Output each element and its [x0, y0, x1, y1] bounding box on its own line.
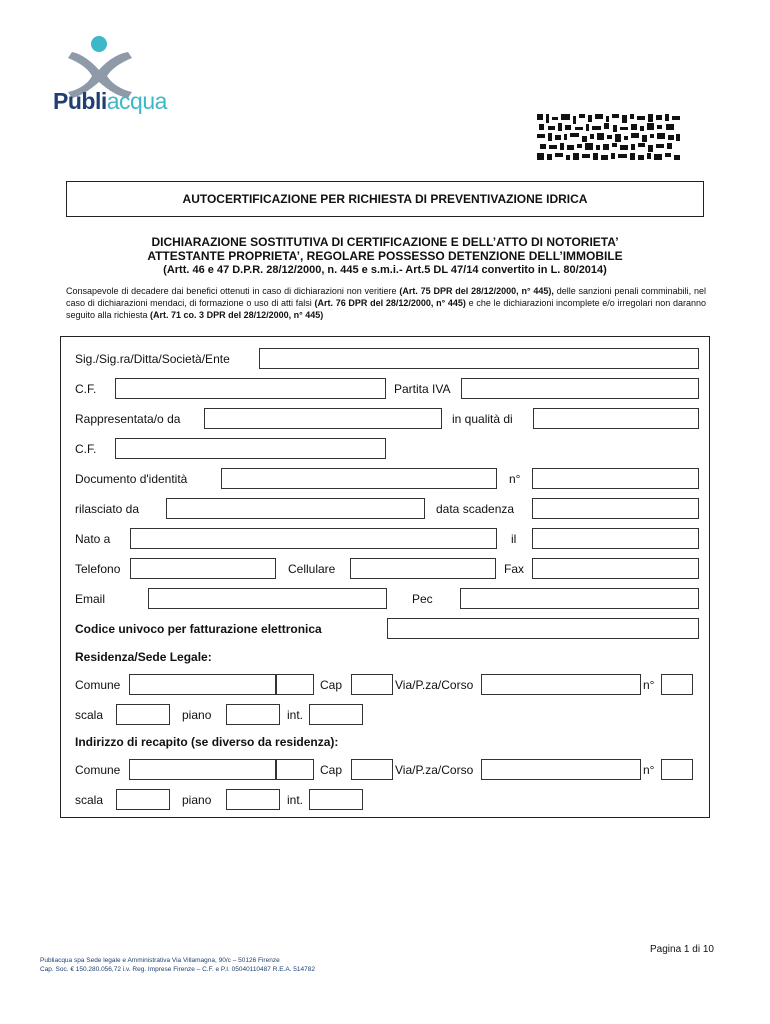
cap-recapito-field[interactable]: [351, 759, 393, 780]
label-scadenza: data scadenza: [436, 502, 515, 516]
provincia-recapito-field[interactable]: [276, 759, 314, 780]
declaration-line-1: DICHIARAZIONE SOSTITUTIVA DI CERTIFICAZIONE E DELL’ATTO DI NOTORIETA’: [151, 235, 619, 249]
document-title: AUTOCERTIFICAZIONE PER RICHIESTA DI PREVENTIVAZIONE IDRICA: [66, 181, 704, 217]
label-rilasciato: rilasciato da: [75, 502, 140, 516]
label-civico-recapito: n°: [643, 763, 655, 777]
label-partita-iva: Partita IVA: [394, 382, 451, 396]
numero-field[interactable]: [532, 468, 699, 489]
via-field[interactable]: [481, 674, 641, 695]
declaration-line-2: ATTESTANTE PROPRIETA’, REGOLARE POSSESSO DETENZIONE DELL’IMMOBILE: [147, 249, 623, 263]
label-via: Via/P.za/Corso: [395, 678, 474, 692]
provincia-field[interactable]: [276, 674, 314, 695]
label-cf: C.F.: [75, 382, 97, 396]
label-piano: piano: [182, 708, 212, 722]
qualita-field[interactable]: [533, 408, 699, 429]
label-scala: scala: [75, 708, 104, 722]
label-comune-recapito: Comune: [75, 763, 121, 777]
sig-field[interactable]: [259, 348, 699, 369]
civico-field[interactable]: [661, 674, 693, 695]
cap-field[interactable]: [351, 674, 393, 695]
scala-field[interactable]: [116, 704, 170, 725]
label-rappresentata: Rappresentata/o da: [75, 412, 181, 426]
page-number: Pagina 1 di 10: [650, 944, 714, 955]
declaration-line-3: (Artt. 46 e 47 D.P.R. 28/12/2000, n. 445 e s.m.i.- Art.5 DL 47/14 convertito in L. 80/2014): [163, 264, 607, 276]
rilasciato-field[interactable]: [166, 498, 425, 519]
cellulare-field[interactable]: [350, 558, 496, 579]
residenza-heading: Residenza/Sede Legale:: [75, 650, 212, 664]
footer-line-2: Cap. Soc. € 150.280.056,72 i.v. Reg. Imprese Firenze – C.F. e P.I. 05040110487 R.E.A. 514782: [40, 966, 315, 973]
cf-field[interactable]: [115, 378, 386, 399]
label-cellulare: Cellulare: [288, 562, 336, 576]
label-pec: Pec: [412, 592, 433, 606]
label-cap-recapito: Cap: [320, 763, 343, 777]
via-recapito-field[interactable]: [481, 759, 641, 780]
documento-field[interactable]: [221, 468, 497, 489]
label-via-recapito: Via/P.za/Corso: [395, 763, 474, 777]
rappresentata-field[interactable]: [204, 408, 442, 429]
label-documento: Documento d'identità: [75, 472, 188, 486]
label-piano-recapito: piano: [182, 793, 212, 807]
label-email: Email: [75, 592, 106, 606]
label-numero: n°: [509, 472, 521, 486]
label-comune: Comune: [75, 678, 121, 692]
codice-univoco-field[interactable]: [387, 618, 699, 639]
footer: [40, 956, 315, 974]
telefono-field[interactable]: [130, 558, 276, 579]
label-int: int.: [287, 708, 304, 722]
label-civico: n°: [643, 678, 655, 692]
label-telefono: Telefono: [75, 562, 121, 576]
civico-recapito-field[interactable]: [661, 759, 693, 780]
barcode-icon: [537, 114, 680, 160]
nato-field[interactable]: [130, 528, 497, 549]
fax-field[interactable]: [532, 558, 699, 579]
email-field[interactable]: [148, 588, 387, 609]
label-scala-recapito: scala: [75, 793, 104, 807]
label-codice-univoco: Codice univoco per fatturazione elettronica: [75, 622, 322, 636]
il-field[interactable]: [532, 528, 699, 549]
label-qualita: in qualità di: [452, 412, 513, 426]
cf-2-field[interactable]: [115, 438, 386, 459]
pec-field[interactable]: [460, 588, 699, 609]
label-cap: Cap: [320, 678, 343, 692]
label-cf-2: C.F.: [75, 442, 97, 456]
int-recapito-field[interactable]: [309, 789, 363, 810]
scala-recapito-field[interactable]: [116, 789, 170, 810]
scadenza-field[interactable]: [532, 498, 699, 519]
label-sig: Sig./Sig.ra/Ditta/Società/Ente: [75, 352, 230, 366]
intro-paragraph: Consapevole di decadere dai benefici ottenuti in caso di dichiarazioni non veritiere (Art. 75 DPR del 28/12/2000, n° 445), delle sanzioni penali comminabili, nel caso di dichiarazioni mendaci, di formazione o uso di atti falsi (Art. 76 DPR del 28/12/2000, n° 445) e che le dichiarazioni incomplete e/o irregolari non daranno seguito alla richiesta (Art. 71 co. 3 DPR del 28/12/2000, n° 445): [66, 286, 707, 320]
brand-name: Publiacqua: [53, 88, 167, 114]
label-il: il: [511, 532, 517, 546]
label-int-recapito: int.: [287, 793, 304, 807]
partita-iva-field[interactable]: [461, 378, 699, 399]
piano-field[interactable]: [226, 704, 280, 725]
comune-recapito-field[interactable]: [129, 759, 276, 780]
int-field[interactable]: [309, 704, 363, 725]
recapito-heading: Indirizzo di recapito (se diverso da residenza):: [75, 735, 339, 749]
piano-recapito-field[interactable]: [226, 789, 280, 810]
label-fax: Fax: [504, 562, 525, 576]
label-nato: Nato a: [75, 532, 111, 546]
comune-field[interactable]: [129, 674, 276, 695]
footer-line-1: Publiacqua spa Sede legale e Amministrativa Via Villamagna, 90/c – 50126 Firenze: [40, 957, 280, 964]
